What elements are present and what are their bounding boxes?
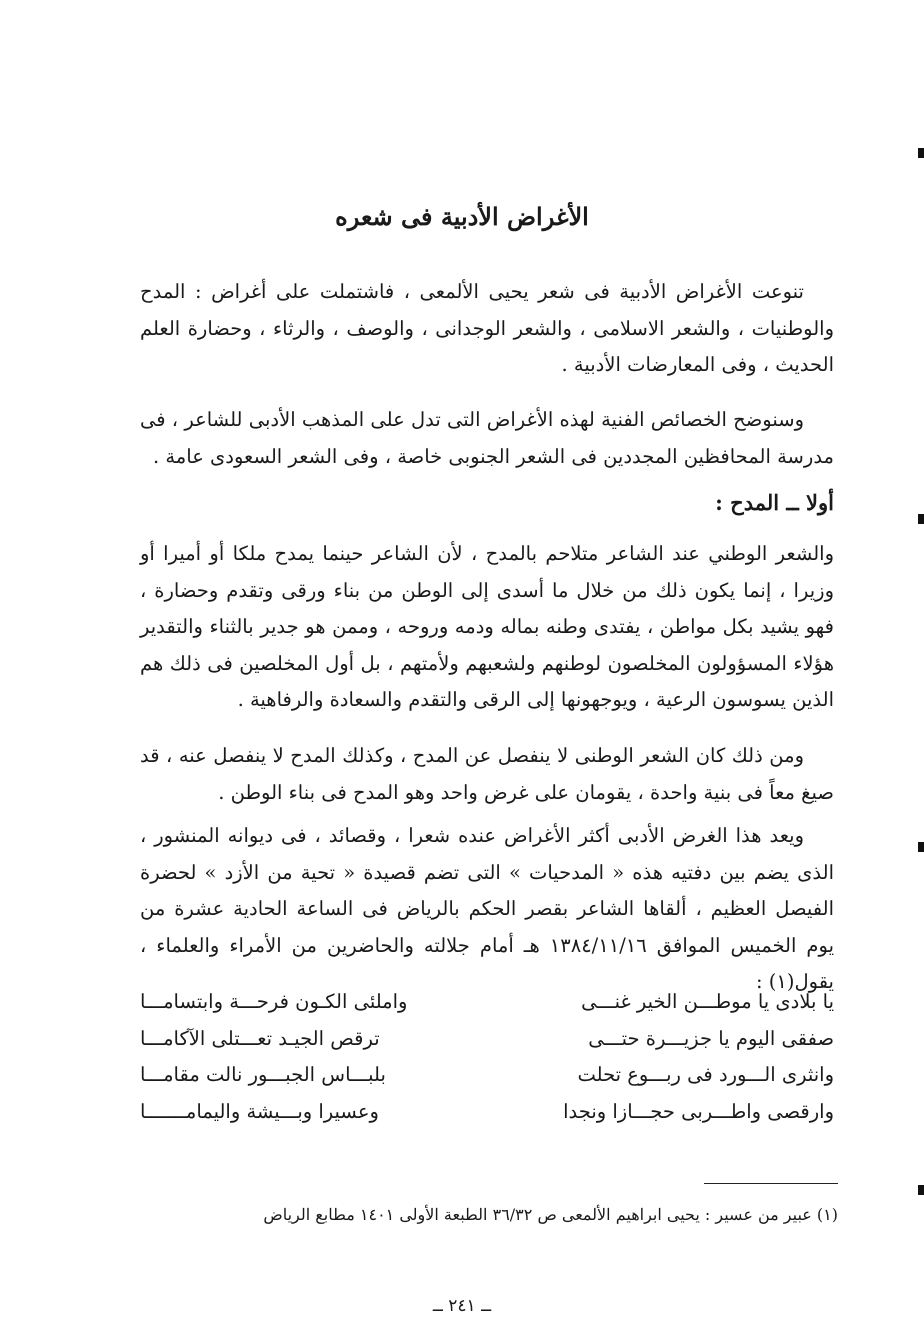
scan-edge-mark (918, 148, 924, 158)
verse-first-hemistich: يا بلادى يا موطـــن الخير غنـــى (581, 990, 834, 1013)
verse-second-hemistich: وعسيرا وبـــيشة واليمامـــــــا (140, 1099, 379, 1123)
verse-second-hemistich: بلبـــاس الجبـــور نالت مقامـــا (140, 1063, 386, 1086)
verse-first-hemistich: وارقصى واطـــربى حجـــازا ونجدا (563, 1099, 834, 1123)
paragraph-text: ويعد هذا الغرض الأدبى أكثر الأغراض عنده شعرا ، وقصائد ، فى ديوانه المنشور ، الذى يضم بين دفتيه هذه « المدحيات » التى تضم قصيدة « تحية من الأزد » لحضرة الفيصل العظيم ، ألقاها الشاعر بقصر الحكم بالرياض فى الساعة الحادية عشرة من يوم الخميس الموافق ١٣٨٤/١١/١٦ هـ أمام جلالته والحاضرين من الأمراء والعلماء ، يقول(١) : (140, 824, 835, 993)
paragraph-text: والشعر الوطني عند الشاعر متلاحم بالمدح ، لأن الشاعر حينما يمدح ملكا أو أميرا أو وزيرا ، إنما يكون ذلك من خلال ما أسدى إلى الوطن من بناء ورقى وتقدم وحضارة ، فهو يشيد بكل مواطن ، يفتدى وطنه بماله ودمه وروحه ، وممن هو جدير بالثناء والتقدير هؤلاء المسؤولون المخلصون لوطنهم ولشعبهم ولأمتهم ، بل أول المخلصين فى ذلك هم الذين يسوسون الرعية ، ويوجهونها إلى الرقى والتقدم والسعادة والرفاهية . (140, 542, 834, 711)
poem-verse (140, 1094, 834, 1131)
page-title: الأغراض الأدبية فى شعره (335, 202, 589, 231)
footnote: (١) عبير من عسير : يحيى ابراهيم الألمعى ص ٣٦/٣٢ الطبعة الأولى ١٤٠١ مطابع الرياض (263, 1205, 838, 1224)
poem-verse (140, 984, 834, 1021)
scan-edge-mark (918, 842, 924, 852)
paragraph-text: ومن ذلك كان الشعر الوطنى لا ينفصل عن المدح ، وكذلك المدح لا ينفصل عنه ، قد صيغ معاً فى بنية واحدة ، يقومان على غرض واحد وهو المدح فى بناء الوطن . (140, 744, 834, 804)
paragraph-text: تنوعت الأغراض الأدبية فى شعر يحيى الألمعى ، فاشتملت على أغراض : المدح والوطنيات ، والشعر الاسلامى ، والشعر الوجدانى ، والوصف ، والرثاء ، وحضارة العلم الحديث ، وفى المعارضات الأدبية . (140, 280, 834, 376)
poem-verse (140, 1021, 834, 1058)
paragraph-text: وسنوضح الخصائص الفنية لهذه الأغراض التى تدل على المذهب الأدبى للشاعر ، فى مدرسة المحافظين المجددين فى الشعر الجنوبى خاصة ، وفى الشعر السعودى عامة . (140, 408, 834, 468)
section-heading: أولا ــ المدح : (715, 490, 834, 515)
paragraph-praise-link (140, 738, 834, 811)
poem-verse (140, 1057, 834, 1094)
paragraph-national-poetry (140, 536, 834, 719)
paragraph-diwan (140, 818, 834, 1001)
page-number: ــ ٢٤١ ــ (432, 1296, 492, 1316)
paragraph-characteristics (140, 402, 834, 475)
verse-first-hemistich: وانثرى الـــورد فى ربـــوع تحلت (577, 1063, 834, 1086)
scan-edge-mark (918, 514, 924, 524)
poem (140, 984, 834, 1130)
verse-second-hemistich: واملئى الكـون فرحـــة وابتسامـــا (140, 990, 408, 1013)
footnote-separator (704, 1183, 838, 1184)
paragraph-intro (140, 274, 834, 384)
scan-edge-mark (918, 1185, 924, 1195)
verse-second-hemistich: ترقص الجيـد تعـــتلى الآكامـــا (140, 1026, 380, 1050)
verse-first-hemistich: صفقى اليوم يا جزيـــرة حتـــى (588, 1026, 834, 1050)
